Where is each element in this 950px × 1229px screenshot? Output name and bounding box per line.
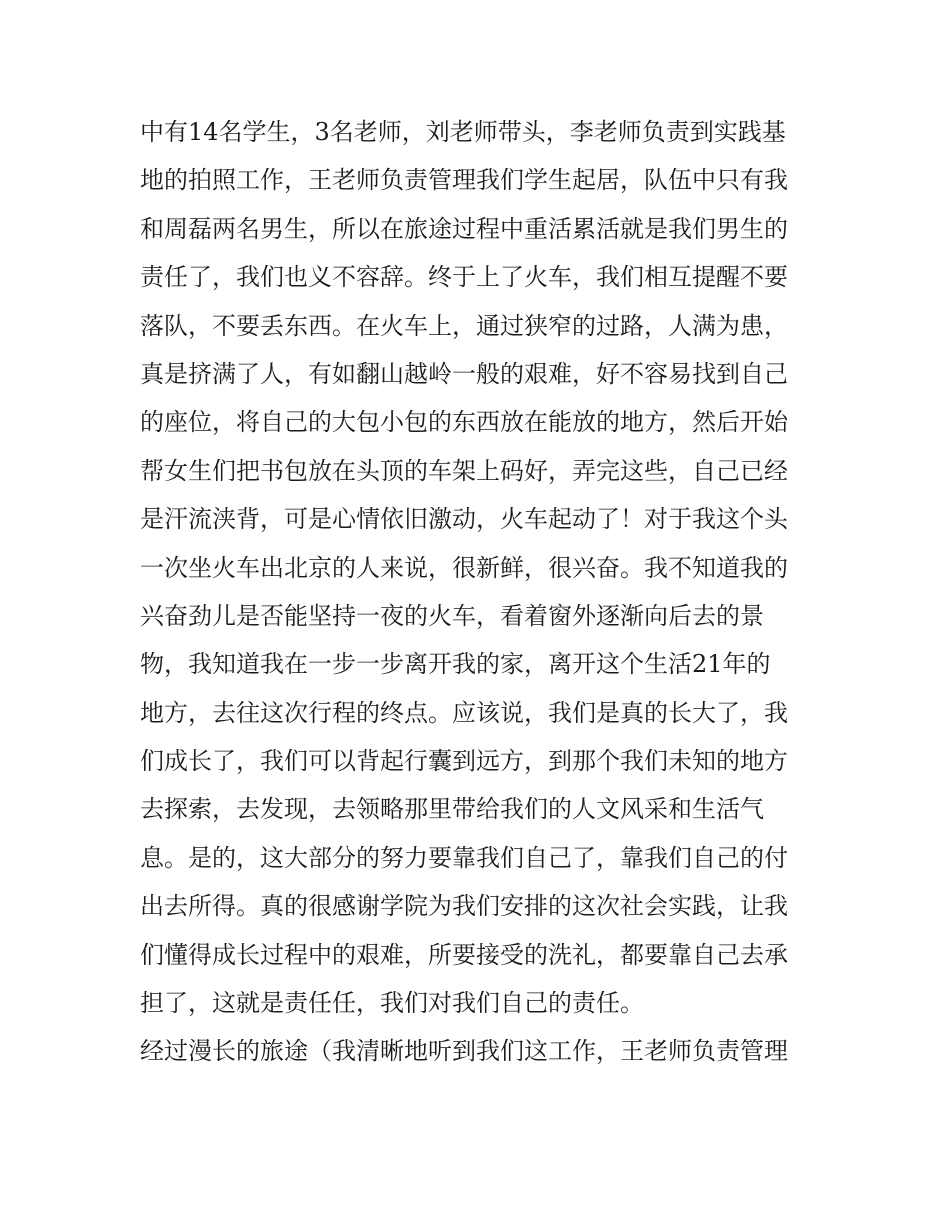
text-line: 地的拍照工作，王老师负责管理我们学生起居，队伍中只有我 [140,166,788,195]
text-line: 是汗流浃背，可是心情依旧激动，火车起动了！对于我这个头 [140,505,788,534]
text-line: 责任了，我们也义不容辞。终于上了火车，我们相互提醒不要 [140,263,788,292]
text-line: 去探索，去发现，去领略那里带给我们的人文风采和生活气 [140,795,764,824]
text-line: 们懂得成长过程中的艰难，所要接受的洗礼，都要靠自己去承 [140,940,788,969]
text-line: 落队，不要丢东西。在火车上，通过狭窄的过路，人满为患， [140,311,788,340]
text-line: 真是挤满了人，有如翻山越岭一般的艰难，好不容易找到自己 [140,359,788,388]
text-line: 帮女生们把书包放在头顶的车架上码好，弄完这些，自己已经 [140,456,788,485]
text-line: 担了，这就是责任任，我们对我们自己的责任。 [140,989,644,1018]
text-line: 一次坐火车出北京的人来说，很新鲜，很兴奋。我不知道我的 [140,553,788,582]
text-line: 们成长了，我们可以背起行囊到远方，到那个我们未知的地方 [140,747,788,776]
body-text [140,108,820,1076]
text-line: 出去所得。真的很感谢学院为我们安排的这次社会实践，让我 [140,892,788,921]
text-line: 和周磊两名男生，所以在旅途过程中重活累活就是我们男生的 [140,214,788,243]
text-line: 物，我知道我在一步一步离开我的家，离开这个生活21年的 [140,650,771,679]
paragraph-1 [140,108,820,1027]
text-line: 经过漫长的旅途（我清晰地听到我们这工作，王老师负责管理 [140,1037,788,1066]
text-line: 的座位，将自己的大包小包的东西放在能放的地方，然后开始 [140,408,788,437]
paragraph-2 [140,1027,820,1075]
text-line: 地方，去往这次行程的终点。应该说，我们是真的长大了，我 [140,698,788,727]
text-line: 兴奋劲儿是否能坚持一夜的火车，看着窗外逐渐向后去的景 [140,601,764,630]
text-line: 中有14名学生，3名老师，刘老师带头，李老师负责到实践基 [140,118,786,146]
text-line: 息。是的，这大部分的努力要靠我们自己了，靠我们自己的付 [140,843,788,872]
